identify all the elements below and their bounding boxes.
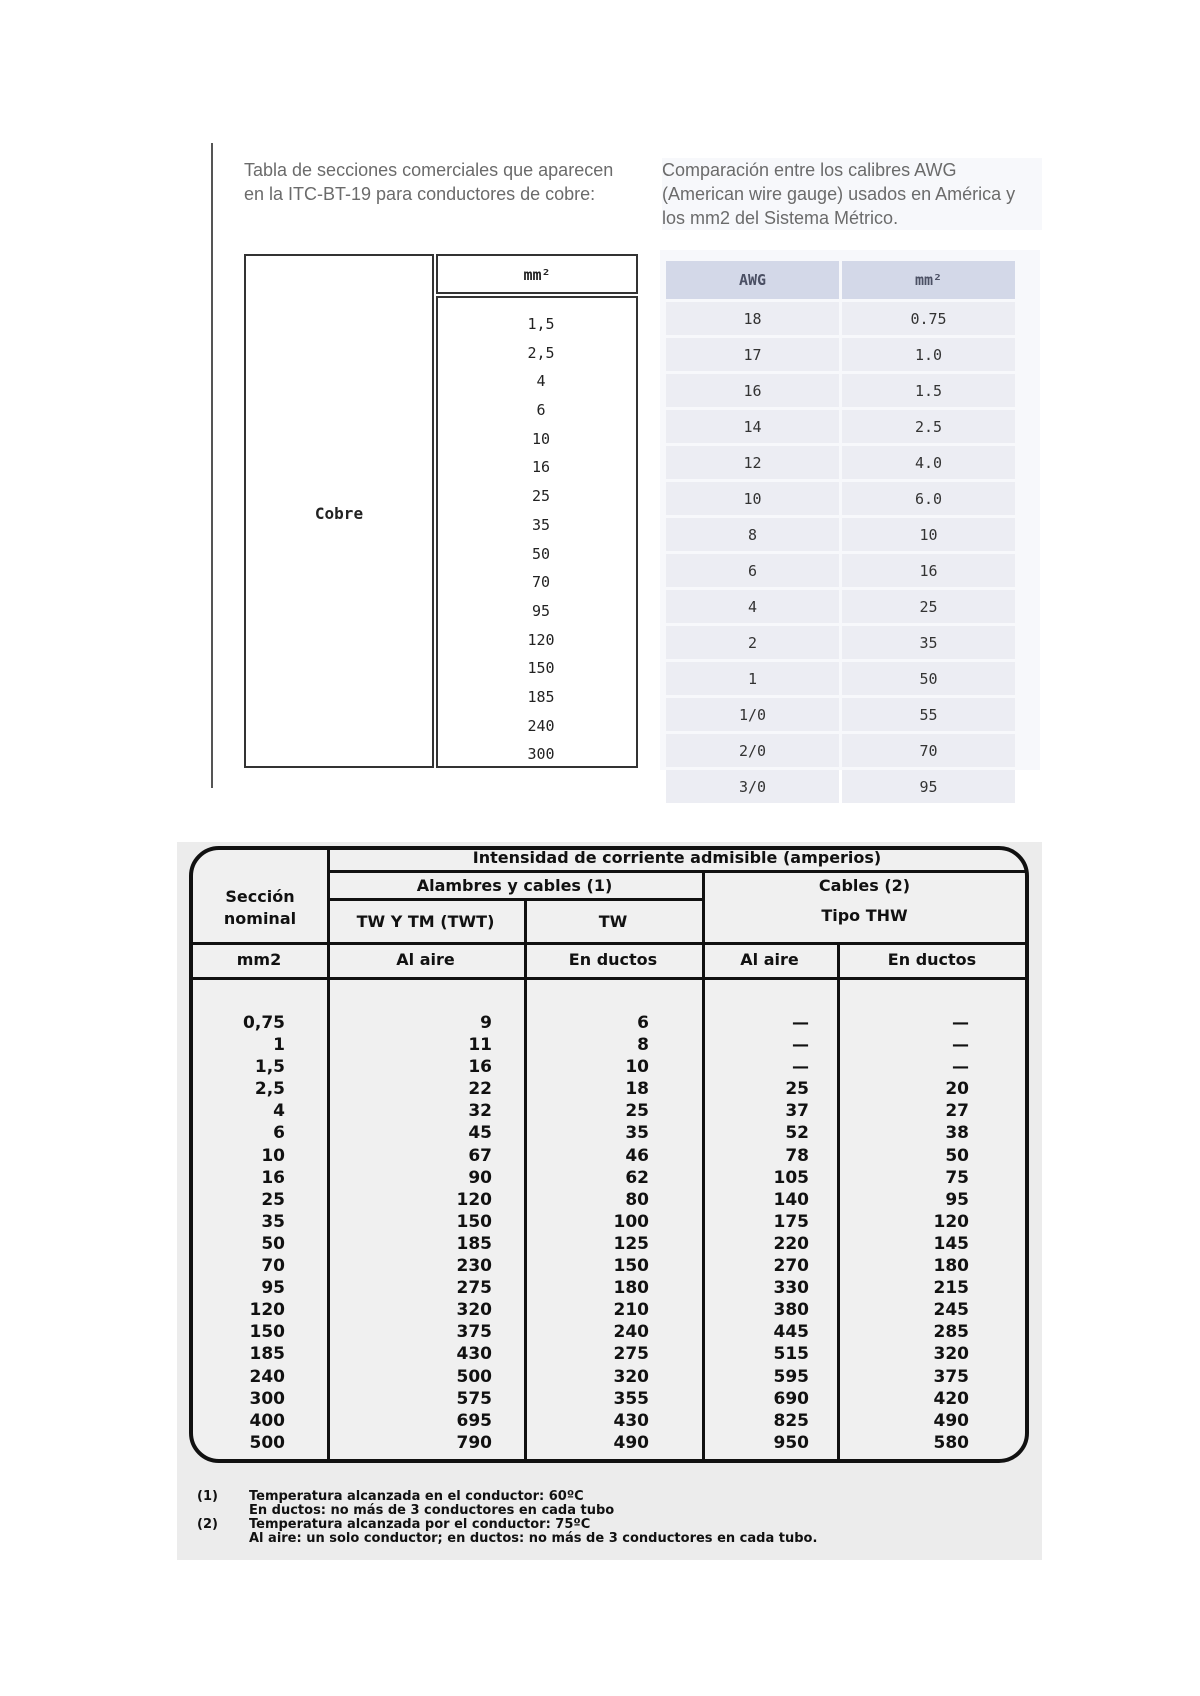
thw-ductos-value: 180 xyxy=(933,1256,969,1277)
col-tw-tm-aire xyxy=(372,1012,492,1454)
thw-ductos-value: 38 xyxy=(945,1123,969,1144)
footnote-text: Temperatura alcanzada por el conductor: 75ºC xyxy=(249,1517,591,1532)
footnote-row xyxy=(197,1532,817,1546)
thw-ductos-value: — xyxy=(952,1013,969,1033)
tw-ductos-value: 240 xyxy=(613,1322,649,1343)
tw-tm-aire-value: 22 xyxy=(468,1079,492,1100)
awg-row xyxy=(666,374,1015,407)
mm2-value-list xyxy=(438,310,636,769)
tw-tm-aire-value: 32 xyxy=(468,1101,492,1122)
tw-ductos-value: 430 xyxy=(613,1410,649,1431)
material-label: Cobre xyxy=(314,504,364,523)
thw-aire-value: 140 xyxy=(773,1189,809,1210)
seccion-value: 25 xyxy=(261,1189,285,1210)
unit-mm2: mm2 xyxy=(236,950,282,969)
thw-aire-value: 105 xyxy=(773,1167,809,1188)
seccion-value: 400 xyxy=(249,1410,285,1431)
thw-aire-value: 220 xyxy=(773,1233,809,1254)
mm2-value: 4.0 xyxy=(842,446,1015,479)
seccion-value: 10 xyxy=(261,1145,285,1166)
tw-tm-aire-value: 90 xyxy=(468,1167,492,1188)
footnote-mark: (2) xyxy=(197,1517,218,1532)
tw-tm-aire-value: 275 xyxy=(456,1278,492,1299)
awg-row xyxy=(666,338,1015,371)
alambres-group-header: Alambres y cables (1) xyxy=(416,876,613,895)
seccion-value: 70 xyxy=(261,1256,285,1277)
thw-ductos-value: 490 xyxy=(933,1410,969,1431)
mm2-value: 25 xyxy=(842,590,1015,623)
tw-header: TW xyxy=(598,912,628,931)
thw-ductos-value: — xyxy=(952,1035,969,1056)
mm2-value: 95 xyxy=(842,770,1015,803)
tw-tm-aire-value: 500 xyxy=(456,1366,492,1387)
tw-ductos-value: 62 xyxy=(625,1167,649,1188)
grid-line xyxy=(191,942,1027,945)
thw-aire-value: 515 xyxy=(773,1344,809,1365)
mm2-value: 35 xyxy=(842,626,1015,659)
thw-aire-value: 25 xyxy=(785,1079,809,1100)
tw-tm-aire-value: 230 xyxy=(456,1256,492,1277)
awg-value: 12 xyxy=(666,446,839,479)
seccion-value: 300 xyxy=(249,1388,285,1409)
grid-line xyxy=(327,848,330,1461)
mm2-value: 150 xyxy=(527,659,555,678)
tw-ductos-value: 355 xyxy=(613,1388,649,1409)
thw-aire-value: — xyxy=(792,1035,809,1056)
awg-value: 3/0 xyxy=(666,770,839,803)
grid-line xyxy=(327,898,702,901)
tw-tm-aire-value: 430 xyxy=(456,1344,492,1365)
mm2-column-header: mm² xyxy=(842,261,1015,299)
tw-ductos-value: 6 xyxy=(637,1013,649,1033)
unit-al-aire-thw: Al aire xyxy=(740,950,799,969)
mm2-value: 10 xyxy=(842,518,1015,551)
mm2-value: 55 xyxy=(842,698,1015,731)
material-cell xyxy=(244,254,434,768)
tw-ductos-value: 490 xyxy=(613,1432,649,1453)
seccion-value: 150 xyxy=(249,1322,285,1343)
thw-ductos-value: 320 xyxy=(933,1344,969,1365)
mm2-value: 16 xyxy=(531,458,551,477)
awg-row xyxy=(666,770,1015,803)
awg-value: 14 xyxy=(666,410,839,443)
thw-ductos-value: 50 xyxy=(945,1145,969,1166)
awg-value: 16 xyxy=(666,374,839,407)
mm2-header: mm² xyxy=(436,254,638,294)
grid-line xyxy=(524,898,527,1461)
awg-value: 8 xyxy=(666,518,839,551)
thw-aire-value: 52 xyxy=(785,1123,809,1144)
mm2-value: 95 xyxy=(531,601,551,620)
tw-ductos-value: 125 xyxy=(613,1233,649,1254)
seccion-value: 500 xyxy=(249,1432,285,1453)
mm2-value: 1.0 xyxy=(842,338,1015,371)
grid-line xyxy=(191,977,1027,980)
footnote-row xyxy=(197,1490,817,1504)
thw-ductos-value: 95 xyxy=(945,1189,969,1210)
thw-ductos-value: 145 xyxy=(933,1233,969,1254)
mm2-value: 16 xyxy=(842,554,1015,587)
tw-ductos-value: 320 xyxy=(613,1366,649,1387)
awg-row xyxy=(666,626,1015,659)
footnotes xyxy=(197,1490,817,1546)
seccion-value: 95 xyxy=(261,1278,285,1299)
thw-aire-value: — xyxy=(792,1013,809,1033)
awg-value: 10 xyxy=(666,482,839,515)
tw-ductos-value: 35 xyxy=(625,1123,649,1144)
thw-ductos-value: 245 xyxy=(933,1300,969,1321)
awg-row xyxy=(666,590,1015,623)
mm2-value: 300 xyxy=(527,745,555,764)
awg-value: 2/0 xyxy=(666,734,839,767)
awg-header-row xyxy=(666,261,1015,299)
seccion-value: 185 xyxy=(249,1344,285,1365)
unit-en-ductos: En ductos xyxy=(568,950,658,969)
mm2-value: 35 xyxy=(531,515,551,534)
thw-aire-value: 37 xyxy=(785,1101,809,1122)
awg-row xyxy=(666,482,1015,515)
footnote-row xyxy=(197,1504,817,1518)
cobre-table-caption: Tabla de secciones comerciales que aparecen en la ITC-BT-19 para conductores de cobre: xyxy=(244,160,614,204)
vertical-divider-line xyxy=(211,143,213,788)
tipo-thw-header: Tipo THW xyxy=(821,906,908,925)
footnote-mark xyxy=(197,1532,249,1546)
thw-ductos-value: 375 xyxy=(933,1366,969,1387)
tw-tm-aire-value: 320 xyxy=(456,1300,492,1321)
seccion-value: 4 xyxy=(273,1101,285,1122)
tw-ductos-value: 180 xyxy=(613,1278,649,1299)
tw-tm-header: TW Y TM (TWT) xyxy=(356,912,495,931)
awg-row xyxy=(666,734,1015,767)
tw-tm-aire-value: 375 xyxy=(456,1322,492,1343)
col-thw-aire xyxy=(727,1012,809,1454)
awg-row xyxy=(666,554,1015,587)
thw-aire-value: 330 xyxy=(773,1278,809,1299)
thw-aire-value: 175 xyxy=(773,1211,809,1232)
awg-row xyxy=(666,446,1015,479)
mm2-value: 1,5 xyxy=(527,315,555,333)
unit-en-ductos-thw: En ductos xyxy=(887,950,977,969)
mm2-value: 25 xyxy=(531,487,551,506)
tw-ductos-value: 210 xyxy=(613,1300,649,1321)
tw-ductos-value: 18 xyxy=(625,1079,649,1100)
mm2-value: 70 xyxy=(842,734,1015,767)
mm2-value: 185 xyxy=(527,687,555,706)
thw-ductos-value: 285 xyxy=(933,1322,969,1343)
tw-tm-aire-value: 67 xyxy=(468,1145,492,1166)
awg-row xyxy=(666,302,1015,335)
mm2-value: 70 xyxy=(531,573,551,592)
tw-ductos-value: 10 xyxy=(625,1057,649,1078)
ampacity-table-scan xyxy=(177,842,1042,1560)
seccion-value: 16 xyxy=(261,1167,285,1188)
awg-value: 2 xyxy=(666,626,839,659)
footnote-mark xyxy=(197,1504,249,1518)
awg-row xyxy=(666,662,1015,695)
mm2-value: 120 xyxy=(527,630,555,649)
tw-tm-aire-value: 120 xyxy=(456,1189,492,1210)
grid-line xyxy=(327,870,1027,873)
mm2-value: 6.0 xyxy=(842,482,1015,515)
thw-aire-value: 950 xyxy=(773,1432,809,1453)
unit-al-aire: Al aire xyxy=(396,950,455,969)
awg-row xyxy=(666,518,1015,551)
awg-table-caption: Comparación entre los calibres AWG (American wire gauge) usados en América y los mm2 del Sistema Métrico. xyxy=(662,158,1042,230)
thw-aire-value: 445 xyxy=(773,1322,809,1343)
tw-tm-aire-value: 9 xyxy=(480,1013,492,1033)
mm2-value: 1.5 xyxy=(842,374,1015,407)
tw-tm-aire-value: 11 xyxy=(468,1035,492,1056)
mm2-value: 4 xyxy=(536,372,546,391)
mm2-value: 10 xyxy=(531,429,551,448)
mm2-values-cell xyxy=(436,296,638,768)
tw-ductos-value: 80 xyxy=(625,1189,649,1210)
thw-aire-value: — xyxy=(792,1057,809,1078)
seccion-value: 1 xyxy=(273,1035,285,1056)
tw-ductos-value: 46 xyxy=(625,1145,649,1166)
tw-tm-aire-value: 575 xyxy=(456,1388,492,1409)
col-seccion xyxy=(229,1012,285,1454)
seccion-nominal-header: Sección nominal xyxy=(223,887,297,928)
mm2-value: 50 xyxy=(842,662,1015,695)
seccion-value: 6 xyxy=(273,1123,285,1144)
thw-aire-value: 825 xyxy=(773,1410,809,1431)
mm2-value: 2,5 xyxy=(527,343,555,362)
tw-tm-aire-value: 185 xyxy=(456,1233,492,1254)
grid-line xyxy=(837,944,840,1461)
footnote-text: Al aire: un solo conductor; en ductos: no más de 3 conductores en cada tubo. xyxy=(249,1531,818,1546)
footnote-row xyxy=(197,1518,817,1532)
awg-column-header: AWG xyxy=(666,261,839,299)
awg-value: 1 xyxy=(666,662,839,695)
awg-value: 18 xyxy=(666,302,839,335)
thw-aire-value: 595 xyxy=(773,1366,809,1387)
thw-aire-value: 78 xyxy=(785,1145,809,1166)
seccion-value: 50 xyxy=(261,1233,285,1254)
mm2-value: 0.75 xyxy=(842,302,1015,335)
cables-group-header: Cables (2) xyxy=(818,876,911,895)
footnote-text: En ductos: no más de 3 conductores en cada tubo xyxy=(249,1503,615,1518)
tw-ductos-value: 8 xyxy=(637,1035,649,1056)
awg-value: 6 xyxy=(666,554,839,587)
tw-ductos-value: 150 xyxy=(613,1256,649,1277)
tw-ductos-value: 25 xyxy=(625,1101,649,1122)
seccion-value: 240 xyxy=(249,1366,285,1387)
mm2-value: 240 xyxy=(527,716,555,735)
seccion-value: 1,5 xyxy=(254,1057,285,1078)
awg-row xyxy=(666,410,1015,443)
awg-value: 17 xyxy=(666,338,839,371)
tw-tm-aire-value: 45 xyxy=(468,1123,492,1144)
awg-row xyxy=(666,698,1015,731)
thw-ductos-value: 27 xyxy=(945,1101,969,1122)
thw-ductos-value: 580 xyxy=(933,1432,969,1453)
tw-tm-aire-value: 150 xyxy=(456,1211,492,1232)
thw-ductos-value: 215 xyxy=(933,1278,969,1299)
thw-ductos-value: 420 xyxy=(933,1388,969,1409)
col-tw-ductos xyxy=(557,1012,649,1454)
awg-table xyxy=(663,258,1018,806)
awg-comparison-panel xyxy=(660,250,1040,796)
mm2-value: 2.5 xyxy=(842,410,1015,443)
mm2-value: 50 xyxy=(531,544,551,563)
thw-ductos-value: 20 xyxy=(945,1079,969,1100)
thw-aire-value: 690 xyxy=(773,1388,809,1409)
col-thw-ductos xyxy=(877,1012,969,1454)
mm2-value: 6 xyxy=(536,401,546,420)
footnote-text: Temperatura alcanzada en el conductor: 60ºC xyxy=(249,1489,584,1504)
tw-ductos-value: 100 xyxy=(613,1211,649,1232)
tw-tm-aire-value: 790 xyxy=(456,1432,492,1453)
seccion-value: 120 xyxy=(249,1300,285,1321)
table-title: Intensidad de corriente admisible (amperios) xyxy=(472,848,882,867)
tw-ductos-value: 275 xyxy=(613,1344,649,1365)
awg-value: 1/0 xyxy=(666,698,839,731)
seccion-value: 2,5 xyxy=(254,1079,285,1100)
thw-aire-value: 380 xyxy=(773,1300,809,1321)
thw-aire-value: 270 xyxy=(773,1256,809,1277)
seccion-value: 35 xyxy=(261,1211,285,1232)
seccion-value: 0,75 xyxy=(243,1013,285,1033)
thw-ductos-value: 120 xyxy=(933,1211,969,1232)
tw-tm-aire-value: 16 xyxy=(468,1057,492,1078)
tw-tm-aire-value: 695 xyxy=(456,1410,492,1431)
awg-value: 4 xyxy=(666,590,839,623)
footnote-mark: (1) xyxy=(197,1489,218,1504)
thw-ductos-value: — xyxy=(952,1057,969,1078)
thw-ductos-value: 75 xyxy=(945,1167,969,1188)
